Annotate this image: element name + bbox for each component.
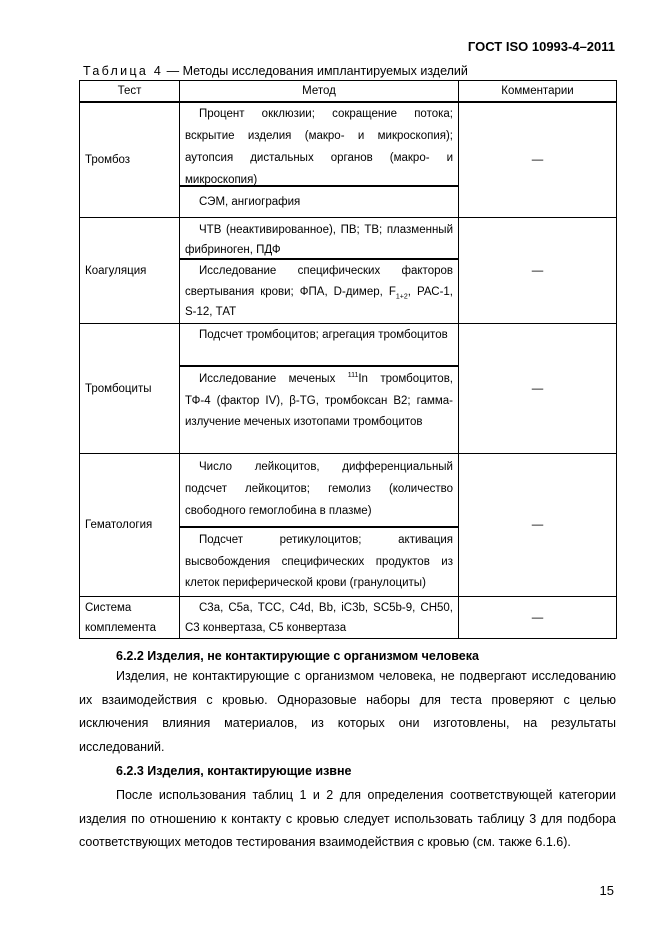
table-header-row (80, 81, 617, 103)
methods-table (79, 80, 617, 639)
test-cell: Система комплемента (80, 597, 180, 639)
comment-cell: — (459, 324, 617, 454)
method-text: Исследование специфических факторов свертывания крови; ФПА, D-димер, F (185, 265, 453, 298)
table-row (80, 454, 617, 597)
method-cell (180, 218, 459, 324)
method-text: Исследование меченых (199, 373, 348, 385)
section-paragraph: Изделия, не контактирующие с организмом человека, не подвергают исследованию их взаимодействия с кровью. Одноразовые наборы для теста проверяют с целью исключения влияния материалов, из которых они изготовлены, на результаты исследований. (79, 669, 616, 754)
method-entry (180, 258, 458, 323)
section-6-2-2 (79, 649, 616, 759)
section-paragraph: После использования таблиц 1 и 2 для определения соответствующей категории изделия по отношению к контакту с кровью следует использовать таблицу 3 для подбора соответствующих методов тестирования взаимодействия с кровью (см. также 6.1.6). (79, 788, 616, 850)
method-entry: Подсчет ретикулоцитов; активация высвобождения специфических продуктов из клеток периферической крови (гранулоциты) (180, 526, 458, 596)
method-entry (180, 365, 458, 453)
method-text: In тромбоцитов, ТФ-4 (фактор IV), β-TG, тромбоксан В2; гамма-излучение меченых изотопами тромбоцитов (185, 373, 453, 428)
subscript-index: 1+2 (395, 292, 408, 300)
test-cell: Тромбоциты (80, 324, 180, 454)
section-heading: 6.2.3 Изделия, контактирующие извне (116, 764, 352, 778)
method-entry: Число лейкоцитов, дифференциальный подсчет лейкоцитов; гемолиз (количество свободного гемоглобина в плазме) (185, 461, 453, 517)
table-caption-label: Таблица 4 (83, 64, 164, 78)
comment-cell: — (459, 102, 617, 218)
method-entry: С3а, С5а, ТСС, С4d, Bb, iC3b, SC5b-9, CH50, С3 конвертаза, С5 конвертаза (185, 602, 453, 634)
method-cell (180, 597, 459, 639)
table-row (80, 597, 617, 639)
test-cell: Тромбоз (80, 102, 180, 218)
comment-cell: — (459, 218, 617, 324)
column-header-test: Тест (80, 81, 180, 103)
comment-cell: — (459, 597, 617, 639)
test-cell: Коагуляция (80, 218, 180, 324)
method-entry: Процент окклюзии; сокращение потока; вскрытие изделия (макро- и микроскопия); аутопсия дистальных органов (макро- и микроскопия) (185, 108, 453, 186)
column-header-method: Метод (180, 81, 459, 103)
test-cell: Гематология (80, 454, 180, 597)
method-cell (180, 454, 459, 597)
method-entry: ЧТВ (неактивированное), ПВ; ТВ; плазменный фибриноген, ПДФ (185, 224, 453, 256)
method-cell (180, 324, 459, 454)
document-header: ГОСТ ISO 10993-4–2011 (467, 39, 615, 54)
table-row (80, 102, 617, 218)
table-row (80, 324, 617, 454)
comment-cell: — (459, 454, 617, 597)
method-cell (180, 102, 459, 218)
section-heading: 6.2.2 Изделия, не контактирующие с организмом человека (116, 649, 479, 663)
table-caption (83, 64, 468, 78)
method-text: , РАС-1, S-12, ТАТ (185, 285, 453, 318)
superscript-isotope: 111 (347, 372, 359, 380)
table-row (80, 218, 617, 324)
table-caption-text: — Методы исследования имплантируемых изделий (163, 64, 468, 78)
page-number: 15 (599, 883, 614, 898)
section-6-2-3 (79, 764, 616, 855)
column-header-comments: Комментарии (459, 81, 617, 103)
method-entry: СЭМ, ангиография (180, 185, 458, 217)
method-entry: Подсчет тромбоцитов; агрегация тромбоцитов (199, 329, 448, 341)
